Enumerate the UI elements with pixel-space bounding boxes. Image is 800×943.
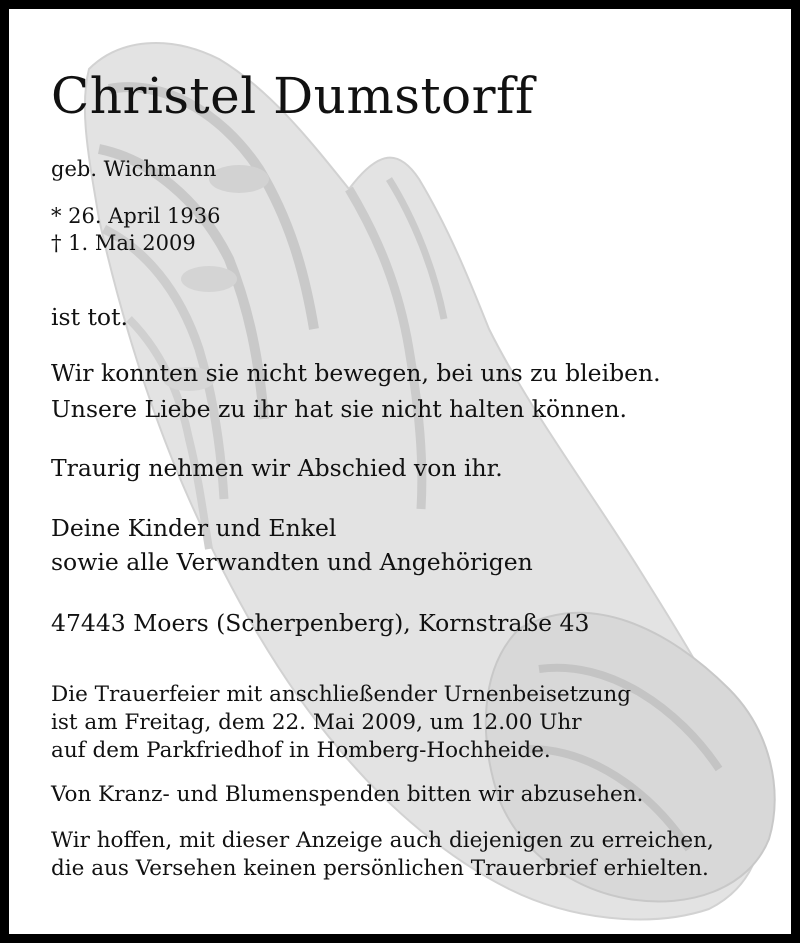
death-date: † 1. Mai 2009	[51, 231, 196, 255]
verse-line: Unsere Liebe zu ihr hat sie nicht halten können.	[51, 395, 627, 423]
closing-line: die aus Versehen keinen persönlichen Trauerbrief erhielten.	[51, 856, 709, 881]
flowers-note: Von Kranz- und Blumenspenden bitten wir abzusehen.	[51, 782, 644, 807]
deceased-name: Christel Dumstorff	[51, 67, 535, 125]
birth-date: * 26. April 1936	[51, 204, 221, 228]
ceremony-line: ist am Freitag, dem 22. Mai 2009, um 12.00 Uhr	[51, 710, 582, 735]
ceremony-line: auf dem Parkfriedhof in Homberg-Hochheide.	[51, 738, 551, 763]
intro-text: ist tot.	[51, 303, 128, 331]
notice-content	[9, 9, 791, 934]
farewell-text: Traurig nehmen wir Abschied von ihr.	[51, 454, 503, 482]
maiden-name: geb. Wichmann	[51, 157, 217, 181]
verse-line: Wir konnten sie nicht bewegen, bei uns zu bleiben.	[51, 359, 661, 387]
ceremony-line: Die Trauerfeier mit anschließender Urnenbeisetzung	[51, 682, 632, 707]
mourners-line: Deine Kinder und Enkel	[51, 514, 337, 542]
address-text: 47443 Moers (Scherpenberg), Kornstraße 43	[51, 609, 590, 637]
mourners-line: sowie alle Verwandten und Angehörigen	[51, 548, 533, 576]
closing-line: Wir hoffen, mit dieser Anzeige auch diejenigen zu erreichen,	[51, 828, 714, 853]
